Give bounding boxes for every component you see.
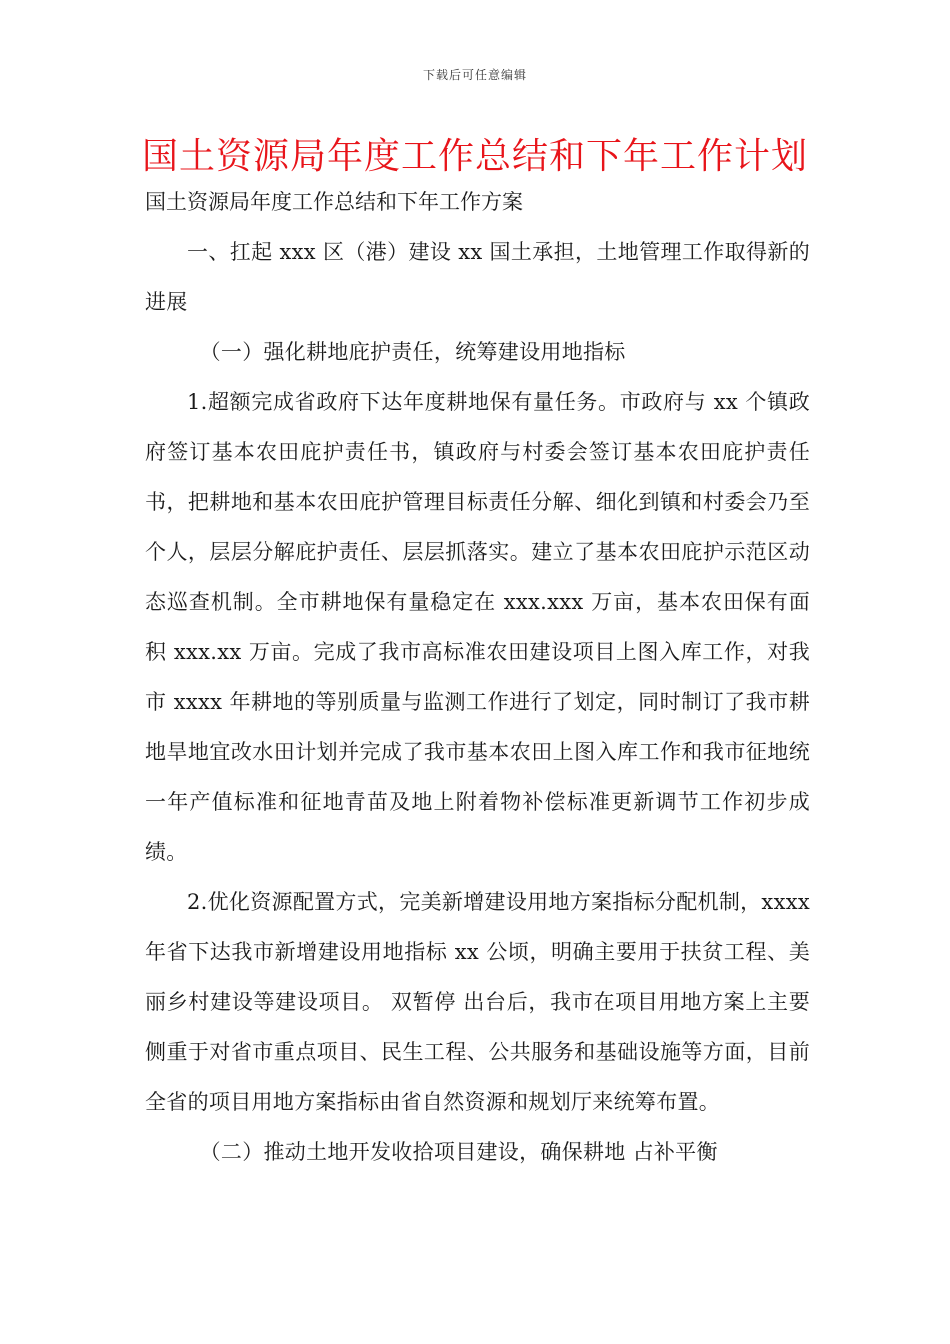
document-title: 国土资源局年度工作总结和下年工作计划 xyxy=(141,136,808,177)
document-subtitle: 国土资源局年度工作总结和下年工作方案 xyxy=(145,190,523,214)
section-heading-1: 一、扛起 xxx 区（港）建设 xx 国土承担，土地管理工作取得新的进展 xyxy=(145,240,810,314)
paragraph-2: 2.优化资源配置方式，完美新增建设用地方案指标分配机制，xxxx 年省下达我市新增建设用地指标 xx 公顷，明确主要用于扶贫工程、美丽乡村建设等建设项目。 双暂停 出台后，我市在项目用地方案上主要侧重于对省市重点项目、民生工程、公共服务和基础设施等方面，目前全省的项目用地方案指标由省自然资源和规划厅来统筹布置。 xyxy=(145,890,811,1114)
document-body xyxy=(145,227,810,1177)
subsection-heading-1: （一）强化耕地庇护责任，统筹建设用地指标 xyxy=(199,340,626,364)
subsection-heading-2: （二）推动土地开发收拾项目建设，确保耕地 占补平衡 xyxy=(199,1140,718,1164)
header-note: 下载后可任意编辑 xyxy=(422,68,527,82)
paragraph-1: 1.超额完成省政府下达年度耕地保有量任务。市政府与 xx 个镇政府签订基本农田庇护责任书，镇政府与村委会签订基本农田庇护责任书，把耕地和基本农田庇护管理目标责任分解、细化到镇和村委会乃至个人，层层分解庇护责任、层层抓落实。建立了基本农田庇护示范区动态巡查机制。全市耕地保有量稳定在 xxx.xxx 万亩，基本农田保有面积 xxx.xx 万亩。完成了我市高标准农田建设项目上图入库工作，对我市 xxxx 年耕地的等别质量与监测工作进行了划定，同时制订了我市耕地旱地宜改水田计划并完成了我市基本农田上图入库工作和我市征地统一年产值标准和征地青苗及地上附着物补偿标准更新调节工作初步成绩。 xyxy=(145,390,810,864)
